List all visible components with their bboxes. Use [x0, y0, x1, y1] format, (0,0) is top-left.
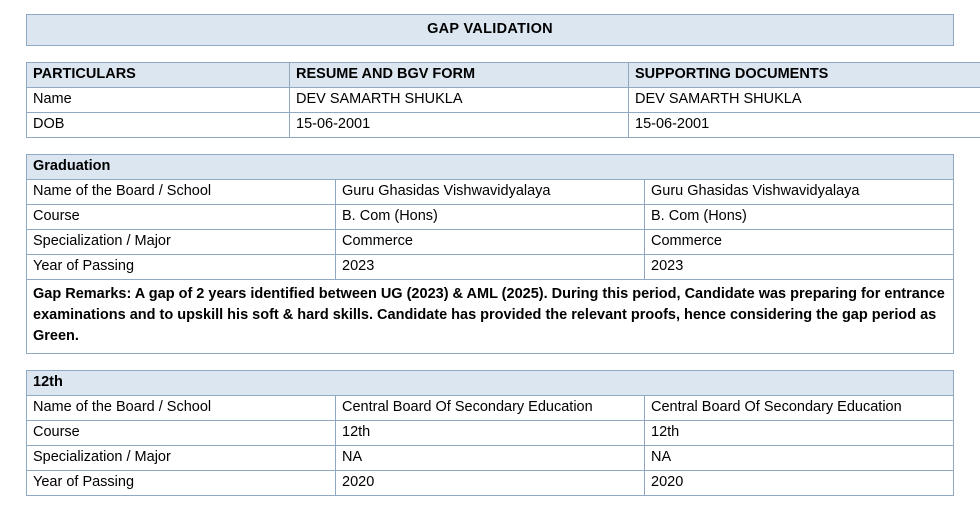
row-label: Specialization / Major — [27, 446, 336, 471]
gap-remarks-row — [27, 280, 954, 354]
column-header-resume-bgv: RESUME AND BGV FORM — [290, 63, 629, 88]
row-value-resume: 2023 — [336, 255, 645, 280]
row-value-resume: 15-06-2001 — [290, 113, 629, 138]
section-title: 12th — [27, 371, 954, 396]
table-row — [27, 15, 954, 46]
row-label: Course — [27, 421, 336, 446]
row-value-resume: B. Com (Hons) — [336, 205, 645, 230]
row-label: DOB — [27, 113, 290, 138]
row-label: Specialization / Major — [27, 230, 336, 255]
document-title-table — [26, 14, 954, 46]
row-value-documents: Central Board Of Secondary Education — [645, 396, 954, 421]
table-row — [27, 255, 954, 280]
gap-remarks-text: Gap Remarks: A gap of 2 years identified between UG (2023) & AML (2025). During this period, Candidate was preparing for entrance examinations and to upskill his soft & hard skills. Candidate has provided the relevant proofs, hence considering the gap period as Green. — [27, 280, 954, 354]
row-value-documents: 2020 — [645, 471, 954, 496]
table-row — [27, 230, 954, 255]
row-label: Year of Passing — [27, 471, 336, 496]
row-value-resume: Commerce — [336, 230, 645, 255]
table-row — [27, 88, 980, 113]
row-value-resume: Guru Ghasidas Vishwavidyalaya — [336, 180, 645, 205]
row-value-resume: Central Board Of Secondary Education — [336, 396, 645, 421]
section-header-graduation — [27, 155, 954, 180]
table-row — [27, 180, 954, 205]
row-value-documents: 12th — [645, 421, 954, 446]
row-label: Name of the Board / School — [27, 180, 336, 205]
spacer — [26, 46, 954, 62]
section-title: Graduation — [27, 155, 954, 180]
row-value-resume: 12th — [336, 421, 645, 446]
row-value-resume: NA — [336, 446, 645, 471]
row-label: Year of Passing — [27, 255, 336, 280]
row-value-documents: Guru Ghasidas Vishwavidyalaya — [645, 180, 954, 205]
particulars-table — [26, 62, 980, 138]
column-header-particulars: PARTICULARS — [27, 63, 290, 88]
row-label: Name — [27, 88, 290, 113]
table-row — [27, 471, 954, 496]
table-row — [27, 205, 954, 230]
row-label: Course — [27, 205, 336, 230]
row-value-documents: NA — [645, 446, 954, 471]
table-row — [27, 113, 980, 138]
column-header-supporting-documents: SUPPORTING DOCUMENTS — [629, 63, 980, 88]
page-title: GAP VALIDATION — [27, 15, 954, 46]
section-header-twelfth — [27, 371, 954, 396]
twelfth-table — [26, 370, 954, 496]
table-header-row — [27, 63, 980, 88]
spacer — [26, 138, 954, 154]
row-label: Name of the Board / School — [27, 396, 336, 421]
row-value-documents: B. Com (Hons) — [645, 205, 954, 230]
row-value-resume: DEV SAMARTH SHUKLA — [290, 88, 629, 113]
row-value-documents: DEV SAMARTH SHUKLA — [629, 88, 980, 113]
graduation-table — [26, 154, 954, 354]
table-row — [27, 396, 954, 421]
row-value-resume: 2020 — [336, 471, 645, 496]
row-value-documents: Commerce — [645, 230, 954, 255]
row-value-documents: 15-06-2001 — [629, 113, 980, 138]
spacer — [26, 354, 954, 370]
row-value-documents: 2023 — [645, 255, 954, 280]
table-row — [27, 421, 954, 446]
table-row — [27, 446, 954, 471]
